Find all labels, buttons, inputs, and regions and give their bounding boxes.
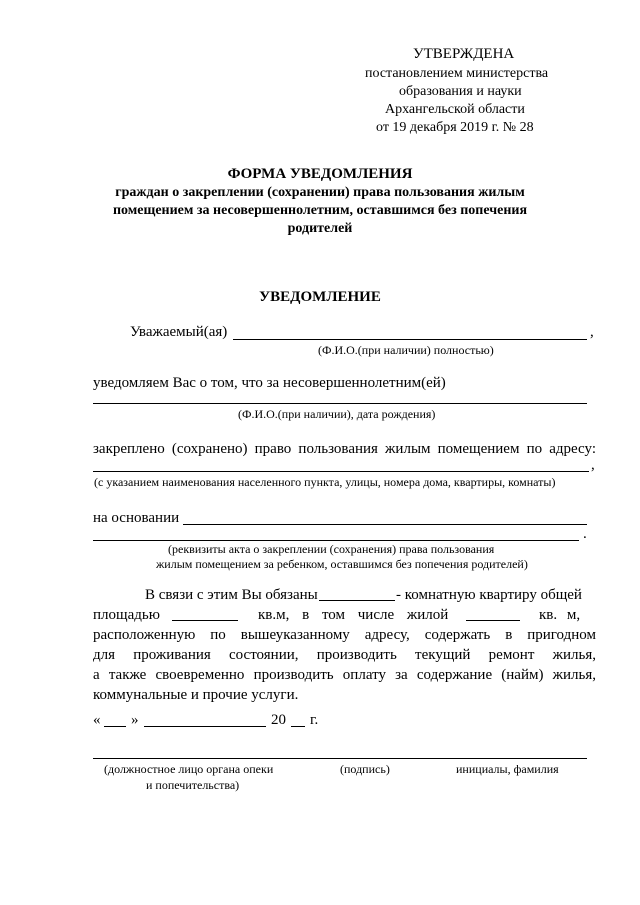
official-caption: и попечительства): [146, 778, 240, 792]
obligation-text: - комнатную квартиру общей: [396, 587, 582, 603]
date-quote-open: «: [93, 712, 101, 728]
basis-hint: жилым помещением за ребенком, оставшимся без попечения родителей): [156, 557, 528, 571]
total-area-field[interactable]: [172, 620, 238, 621]
living-area-field[interactable]: [466, 620, 520, 621]
minor-name-field[interactable]: [93, 403, 587, 404]
obligation-text: кв. м,: [539, 607, 581, 623]
recipient-name-hint: (Ф.И.О.(при наличии) полностью): [318, 343, 494, 357]
page-title: УВЕДОМЛЕНИЕ: [259, 289, 381, 305]
form-title-line: ФОРМА УВЕДОМЛЕНИЯ: [227, 166, 413, 182]
signature-caption: (подпись): [340, 762, 390, 776]
minor-name-hint: (Ф.И.О.(при наличии), дата рождения): [238, 407, 436, 421]
obligation-text: а также своевременно производить оплату за содержание (найм) жилья,: [93, 667, 596, 683]
obligation-text: площадью: [93, 607, 160, 623]
basis-hint: (реквизиты акта о закреплении (сохранения) права пользования: [168, 542, 495, 556]
obligation-text: для проживания состоянии, производить текущий ремонт жилья,: [93, 647, 596, 663]
approval-line: Архангельской области: [385, 102, 525, 117]
form-title-line: помещением за несовершеннолетним, оставшимся без попечения: [112, 203, 528, 218]
year-field[interactable]: [291, 726, 305, 727]
date-year-suffix: г.: [310, 712, 319, 728]
address-field[interactable]: [93, 471, 589, 472]
date-year-prefix: 20: [271, 712, 286, 728]
signature-field[interactable]: [93, 758, 587, 759]
basis-field-1[interactable]: [183, 524, 587, 525]
obligation-text: коммунальные и прочие услуги.: [93, 687, 299, 703]
notice-text: уведомляем Вас о том, что за несовершеннолетним(ей): [93, 375, 446, 391]
comma: ,: [591, 457, 595, 473]
date-quote-close: »: [131, 712, 139, 728]
obligation-text: расположенную по вышеуказанному адресу, содержать в пригодном: [93, 627, 596, 643]
month-field[interactable]: [144, 726, 266, 727]
approval-line: постановлением министерства: [365, 66, 549, 81]
approval-date: от 19 декабря 2019 г. № 28: [376, 120, 534, 135]
approval-line: образования и науки: [399, 84, 522, 99]
day-field[interactable]: [104, 726, 126, 727]
official-caption: (должностное лицо органа опеки: [104, 762, 274, 776]
period: .: [583, 526, 587, 542]
basis-field-2[interactable]: [93, 540, 579, 541]
form-title-line: родителей: [287, 221, 353, 236]
form-title-line: граждан о закреплении (сохранении) права пользования жилым: [115, 185, 525, 200]
obligation-text: В связи с этим Вы обязаны: [145, 587, 318, 603]
address-text: закреплено (сохранено) право пользования жилым помещением по адресу:: [93, 441, 596, 457]
address-hint: (с указанием наименования населенного пункта, улицы, номера дома, квартиры, комнаты): [94, 475, 556, 489]
approval-title: УТВЕРЖДЕНА: [413, 46, 515, 62]
obligation-text: кв.м, в том числе жилой: [258, 607, 449, 623]
comma: ,: [590, 324, 594, 340]
basis-label: на основании: [93, 510, 180, 526]
recipient-name-field[interactable]: [233, 339, 587, 340]
greeting-label: Уважаемый(ая): [130, 324, 228, 340]
name-caption: инициалы, фамилия: [456, 762, 559, 776]
rooms-field[interactable]: [319, 600, 395, 601]
